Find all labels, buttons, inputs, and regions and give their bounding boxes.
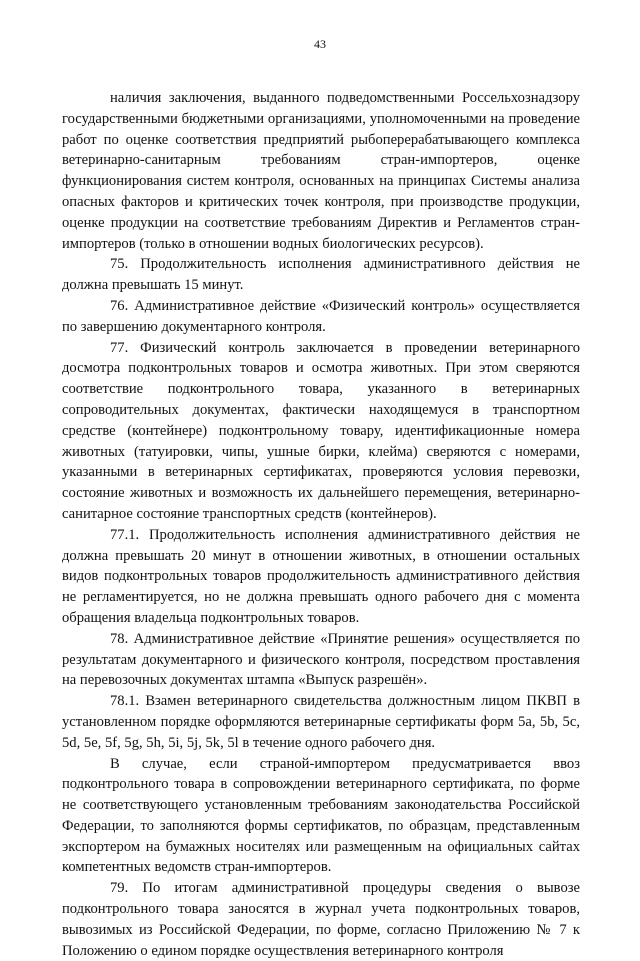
paragraph: 79. По итогам административной процедуры сведения о вывозе подконтрольного товара заносятся в журнал учета подконтрольных товаров, вывозимых из Российской Федерации, по форме, согласно Приложению № 7 к Положению о едином порядке осуществления ветеринарного контроля xyxy=(62,880,580,959)
paragraph: 77.1. Продолжительность исполнения административного действия не должна превышать 20 минут в отношении животных, в отношении остальных видов подконтрольных товаров продолжительность административного действия не регламентируется, но не должна превышать одного рабочего дня с момента обращения владельца подконтрольных товаров. xyxy=(62,526,580,626)
paragraph: 78. Административное действие «Принятие решения» осуществляется по результатам документарного и физического контроля, посредством проставления на перевозочных документах штампа «Выпуск разрешён». xyxy=(62,630,580,689)
paragraph: 77. Физический контроль заключается в проведении ветеринарного досмотра подконтрольных товаров и осмотра животных. При этом сверяются соответствие подконтрольного товара, указанного в ветеринарных сопроводительных документах, фактически находящемуся в транспортном средстве (контейнере) подконтрольному товару, идентификационные номера животных (татуировки, чипы, ушные бирки, клейма) сверяются с номерами, указанными в ветеринарных сертификатах, проверяются условия перевозки, состояние животных и возможность их дальнейшего перемещения, ветеринарно-санитарное состояние транспортных средств (контейнеров). xyxy=(62,339,580,522)
paragraph: В случае, если страной-импортером предусматривается ввоз подконтрольного товара в сопровождении ветеринарного сертификата, по форме не соответствующего установленным требованиям законодательства Российской Федерации, то заполняются формы сертификатов, по образцам, представленным экспортером на бумажных носителях или размещенным на официальных сайтах компетентных ведомств стран-импортеров. xyxy=(62,755,580,876)
paragraph: 76. Административное действие «Физический контроль» осуществляется по завершению документарного контроля. xyxy=(62,297,580,335)
page-number: 43 xyxy=(314,37,326,51)
paragraph: 75. Продолжительность исполнения административного действия не должна превышать 15 минут. xyxy=(62,256,580,294)
paragraph: 78.1. Взамен ветеринарного свидетельства должностным лицом ПКВП в установленном порядке оформляются ветеринарные сертификаты форм 5а, 5b, 5c, 5d, 5e, 5f, 5g, 5h, 5i, 5j, 5k, 5l в течение одного рабочего дня. xyxy=(62,693,580,751)
paragraph: наличия заключения, выданного подведомственными Россельхознадзору государственными бюджетными организациями, уполномоченными на проведение работ по оценке соответствия предприятий рыбоперерабатывающего комплекса ветеринарно-санитарным требованиям стран-импортеров, оценке функционирования систем контроля, основанных на принципах Системы анализа опасных факторов и критических точек контроля, при производстве продукции, оценке продукции на соответствие требованиям Директив и Регламентов стран-импортеров (только в отношении водных биологических ресурсов). xyxy=(62,90,580,252)
document-body xyxy=(62,88,580,961)
